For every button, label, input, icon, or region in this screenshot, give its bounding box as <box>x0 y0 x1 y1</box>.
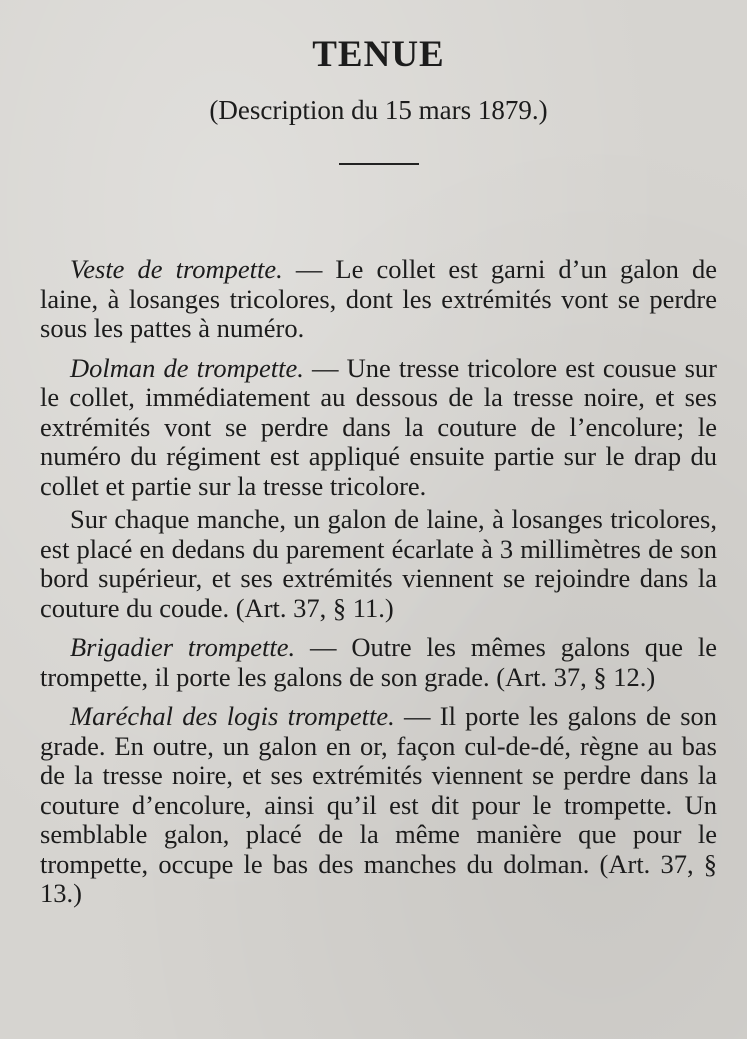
paragraph-dolman <box>40 354 717 502</box>
paragraph-text: Sur chaque manche, un galon de laine, à losanges tricolores, est placé en dedans du parement écarlate à 3 millimètres de son bord supérieur, et ses extrémités viennent se rejoindre dans la couture du coude. (Art. 37, § 11.) <box>40 504 717 623</box>
paragraph-text: — Le collet est garni d’un galon de laine, à losanges tricolores, dont les extrémités vont se perdre sous les pattes à numéro. <box>40 254 717 343</box>
paragraph-manche <box>40 505 717 623</box>
page-title: TENUE <box>312 34 445 75</box>
divider-rule <box>339 163 419 165</box>
paragraph-heading: Brigadier trompette. <box>70 632 296 662</box>
paragraph-heading: Dolman de trompette. <box>70 352 304 383</box>
paragraph-marechal <box>40 702 717 909</box>
page-subtitle: (Description du 15 mars 1879.) <box>209 95 548 125</box>
paragraph-veste <box>40 255 717 344</box>
paragraph-heading: Veste de trompette. <box>70 254 283 284</box>
paragraph-text: — Outre les mêmes galons que le trompette, il porte les galons de son grade. (Art. 37, § 12.) <box>40 632 717 692</box>
paragraph-brigadier <box>40 633 717 692</box>
document-body <box>40 255 717 909</box>
paragraph-text: — Il porte les galons de son grade. En outre, un galon en or, façon cul-de-dé, règne au bas de la tresse noire, et ses extrémités viennent se perdre dans la couture d’encolure, ainsi qu’il est dit pour le trompette. Un semblable galon, placé de la même manière que pour le trompette, occupe le bas des manches du dolman. (Art. 37, § 13.) <box>40 701 718 908</box>
paragraph-heading: Maréchal des logis trompette. <box>70 701 395 731</box>
paragraph-text: — Une tresse tricolore est cousue sur le collet, immédiatement au dessous de la tresse noire, et ses extrémités vont se perdre dans la couture de l’encolure; le numéro du régiment est appliqué ensuite partie sur le drap du collet et partie sur la tresse tricolore. <box>40 352 717 501</box>
